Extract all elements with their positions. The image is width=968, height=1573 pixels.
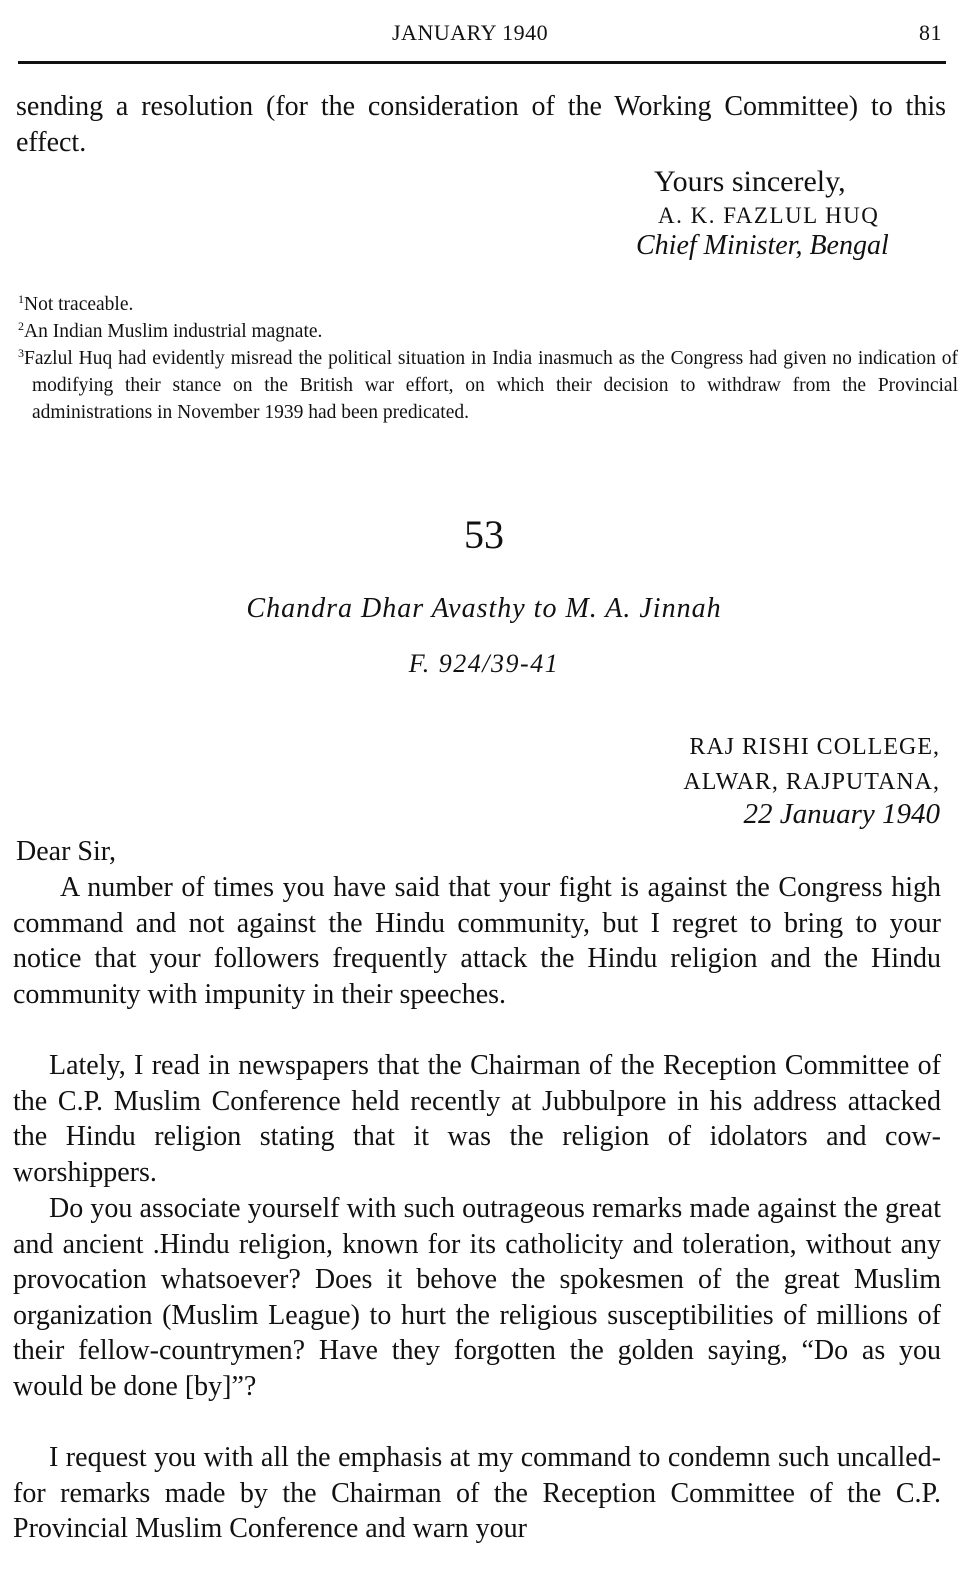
footnote [18,318,944,345]
footnote-mark: 1 [18,292,24,306]
letter-body [13,870,941,1012]
letter-body [13,1048,941,1190]
document-number: 53 [464,512,504,557]
footnote-mark: 3 [18,346,24,360]
footnote-text: Not traceable. [24,294,134,315]
sender-address-line: ALWAR, RAJPUTANA, [683,769,940,795]
running-header-title: JANUARY 1940 [392,20,549,45]
sender-address-line: RAJ RISHI COLLEGE, [689,734,940,760]
salutation: Dear Sir, [16,836,116,867]
letter-paragraph: A number of times you have said that your fight is against the Congress high command and not against the Hindu community, but I regret to bring to your notice that your followers frequently attack the Hindu religion and the Hindu community with impunity in their speeches. [13,872,941,1010]
signatory-name: A. K. FAZLUL HUQ [658,203,880,228]
footnote-text: Fazlul Huq had evidently misread the political situation in India inasmuch as the Congress had given no indication of modifying their stance on the British war effort, on which their decision to withdraw from the Provincial administrations in November 1939 had been predicated. [24,348,958,423]
footnote [18,291,944,318]
letter-paragraph: I request you with all the emphasis at my command to condemn such uncalled-for remarks made by the Chairman of the Reception Committee of the C.P. Provincial Muslim Conference and warn your [13,1442,941,1545]
letter-paragraph: Lately, I read in newspapers that the Chairman of the Reception Committee of the C.P. Muslim Conference held recently at Jubbulpore in his address attacked the Hindu religion stating that it was the religion of idolators and cow-worshippers. [13,1050,941,1188]
footnote-mark: 2 [18,319,24,333]
letter-body [13,1191,941,1405]
letter-body [13,1440,941,1547]
letter-paragraph: Do you associate yourself with such outrageous remarks made against the great and ancient .Hindu religion, known for its catholicity and toleration, without any provocation whatsoever? Does it behove the spokesmen of the great Muslim organization (Muslim League) to hurt the religious susceptibilities of millions of their fellow-countrymen? Have they forgotten the golden saying, “Do as you would be done [by]”? [13,1193,941,1402]
document-title: Chandra Dhar Avasthy to M. A. Jinnah [246,593,722,624]
footnote-text: An Indian Muslim industrial magnate. [24,321,323,342]
letter-date: 22 January 1940 [743,798,940,830]
page-number: 81 [919,20,942,45]
document-reference: F. 924/39-41 [408,649,560,678]
continued-paragraph: sending a resolution (for the consideration of the Working Committee) to this effect. [16,91,946,158]
footnote [18,345,958,426]
letter-closing: Yours sincerely, [654,165,846,198]
signatory-title: Chief Minister, Bengal [636,230,889,261]
header-rule [18,61,946,64]
